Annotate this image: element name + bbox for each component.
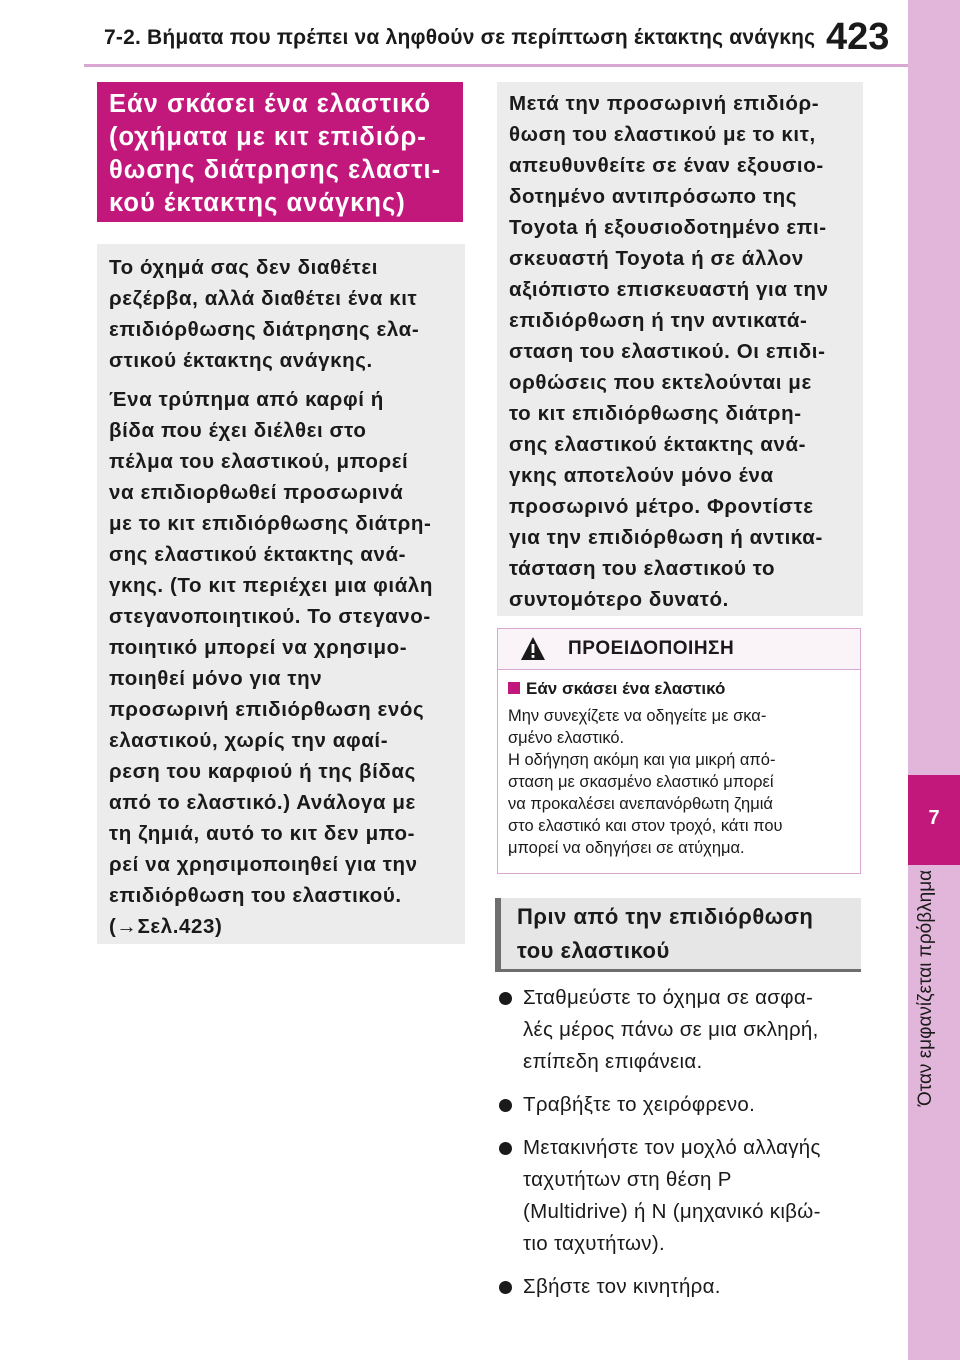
- text-line: Σβήστε τον κινητήρα.: [523, 1275, 721, 1298]
- left-info-box: [97, 244, 465, 944]
- text-line: απευθυνθείτε σε έναν εξουσιο-: [509, 154, 824, 177]
- page-reference-link[interactable]: (→Σελ.423): [109, 915, 223, 938]
- heading-line: του ελαστικού: [517, 938, 670, 963]
- text-line: αξιόπιστο επισκευαστή για την: [509, 278, 829, 301]
- text-line: Σταθμεύστε το όχημα σε ασφα-: [523, 986, 814, 1009]
- page-number: 423: [826, 16, 890, 58]
- warning-box: [497, 628, 861, 874]
- left-para-1: [109, 252, 453, 376]
- text-line: Μην συνεχίζετε να οδηγείτε με σκα-: [508, 707, 767, 725]
- text-line: επιδιόρθωσης διάτρησης ελα-: [109, 318, 420, 341]
- text-line: σκευαστή Toyota ή σε άλλον: [509, 247, 804, 270]
- text-line: δοτημένο αντιπρόσωπο της: [509, 185, 798, 208]
- list-item: [497, 982, 857, 1078]
- text-line: με το κιτ επιδιόρθωσης διάτρη-: [109, 512, 432, 535]
- text-line: σταση με σκασμένο ελαστικό μπορεί: [508, 773, 774, 791]
- list-item: [497, 1271, 857, 1303]
- right-info-box: [497, 82, 863, 616]
- heading-line: Πριν από την επιδιόρθωση: [517, 904, 814, 929]
- text-line: ορθώσεις που εκτελούνται με: [509, 371, 812, 394]
- step-list: [497, 982, 857, 1314]
- text-line: να προκαλέσει ανεπανόρθωτη ζημιά: [508, 795, 773, 813]
- text-line: Toyota ή εξουσιοδοτημένο επι-: [509, 216, 827, 239]
- text-line: Μετά την προσωρινή επιδιόρ-: [509, 92, 820, 115]
- text-line: ρεση του καρφιού ή της βίδας: [109, 760, 416, 783]
- text-line: γκης. (Το κιτ περιέχει μια φιάλη: [109, 574, 434, 597]
- text-line: για την επιδιόρθωση ή αντικα-: [509, 526, 823, 549]
- header-rule: [84, 64, 908, 67]
- text-line: επιδιόρθωση ή την αντικατά-: [509, 309, 808, 332]
- side-tab-label: Όταν εμφανίζεται πρόβλημα: [915, 870, 936, 1107]
- heading-line: θωσης διάτρησης ελαστι-: [109, 156, 442, 184]
- side-tab-number: 7: [928, 807, 940, 829]
- text-line: προσωρινή επιδιόρθωση ενός: [109, 698, 425, 721]
- bullet-dot-icon: [499, 1142, 512, 1155]
- text-line: στεγανοποιητικού. Το στεγανο-: [109, 605, 431, 628]
- text-line: τη ζημιά, αυτό το κιτ δεν μπο-: [109, 822, 416, 845]
- text-line: σμένο ελαστικό.: [508, 729, 625, 747]
- text-line: ρεζέρβα, αλλά διαθέτει ένα κιτ: [109, 287, 418, 310]
- text-line: γκης αποτελούν μόνο ένα: [509, 464, 774, 487]
- text-line: σταση του ελαστικού. Οι επιδι-: [509, 340, 826, 363]
- bullet-dot-icon: [499, 992, 512, 1005]
- text-line: ποιηθεί μόνο για την: [109, 667, 323, 690]
- text-line: λές μέρος πάνω σε μια σκληρή,: [523, 1018, 819, 1041]
- text-line: συντομότερο δυνατό.: [509, 588, 729, 611]
- square-bullet-icon: [508, 682, 520, 694]
- text-line: σης ελαστικού έκτακτης ανά-: [109, 543, 407, 566]
- text-line: τάσταση του ελαστικού το: [509, 557, 776, 580]
- text-line: ποιητικό μπορεί να χρησιμο-: [109, 636, 408, 659]
- text-line: τιο ταχυτήτων).: [523, 1232, 665, 1255]
- text-line: (Multidrive) ή N (μηχανικό κιβώ-: [523, 1200, 821, 1223]
- text-line: προσωρινό μέτρο. Φροντίστε: [509, 495, 814, 518]
- text-line: στικού έκτακτης ανάγκης.: [109, 349, 373, 372]
- text-line: ελαστικού, χωρίς την αφαί-: [109, 729, 389, 752]
- warning-subtitle: [508, 679, 725, 699]
- text-line: Το όχημά σας δεν διαθέτει: [109, 256, 379, 279]
- text-line: Τραβήξτε το χειρόφρενο.: [523, 1093, 756, 1116]
- section-heading: [495, 898, 861, 972]
- text-line: πέλμα του ελαστικού, μπορεί: [109, 450, 409, 473]
- heading-line: κού έκτακτης ανάγκης): [109, 189, 406, 217]
- warning-body: [508, 705, 853, 859]
- heading-line: (οχήματα με κιτ επιδιόρ-: [109, 123, 427, 151]
- text-line: Ένα τρύπημα από καρφί ή: [109, 388, 384, 411]
- text-line: βίδα που έχει διέλθει στο: [109, 419, 367, 442]
- text-line: θωση του ελαστικού με το κιτ,: [509, 123, 816, 146]
- text-line: επίπεδη επιφάνεια.: [523, 1050, 703, 1073]
- bullet-dot-icon: [499, 1099, 512, 1112]
- text-line: ρεί να χρησιμοποιηθεί για την: [109, 853, 418, 876]
- warning-subtitle-text: Εάν σκάσει ένα ελαστικό: [526, 679, 726, 698]
- bullet-dot-icon: [499, 1281, 512, 1294]
- text-line: Η οδήγηση ακόμη και για μικρή από-: [508, 751, 776, 769]
- text-line: από το ελαστικό.) Ανάλογα με: [109, 791, 416, 814]
- list-item: [497, 1089, 857, 1121]
- text-line: επιδιόρθωση του ελαστικού.: [109, 884, 402, 907]
- text-line: Μετακινήστε τον μοχλό αλλαγής: [523, 1136, 821, 1159]
- list-item: [497, 1132, 857, 1260]
- warning-title: ΠΡΟΕΙΔΟΠΟΙΗΣΗ: [568, 638, 735, 659]
- left-para-2: [109, 384, 453, 942]
- heading-line: Εάν σκάσει ένα ελαστικό: [109, 90, 432, 118]
- text-line: στο ελαστικό και στον τροχό, κάτι που: [508, 817, 783, 835]
- warning-triangle-icon: [520, 636, 546, 662]
- warning-header: [498, 629, 860, 670]
- text-line: το κιτ επιδιόρθωσης διάτρη-: [509, 402, 802, 425]
- right-para: [509, 88, 851, 615]
- text-line: ταχυτήτων στη θέση P: [523, 1168, 732, 1191]
- text-line: σης ελαστικού έκτακτης ανά-: [509, 433, 807, 456]
- left-heading: [97, 82, 463, 222]
- text-line: μπορεί να οδηγήσει σε ατύχημα.: [508, 839, 745, 857]
- text-line: να επιδιορθωθεί προσωρινά: [109, 481, 404, 504]
- page-header-title: 7-2. Βήματα που πρέπει να ληφθούν σε περίπτωση έκτακτης ανάγκης: [104, 26, 816, 49]
